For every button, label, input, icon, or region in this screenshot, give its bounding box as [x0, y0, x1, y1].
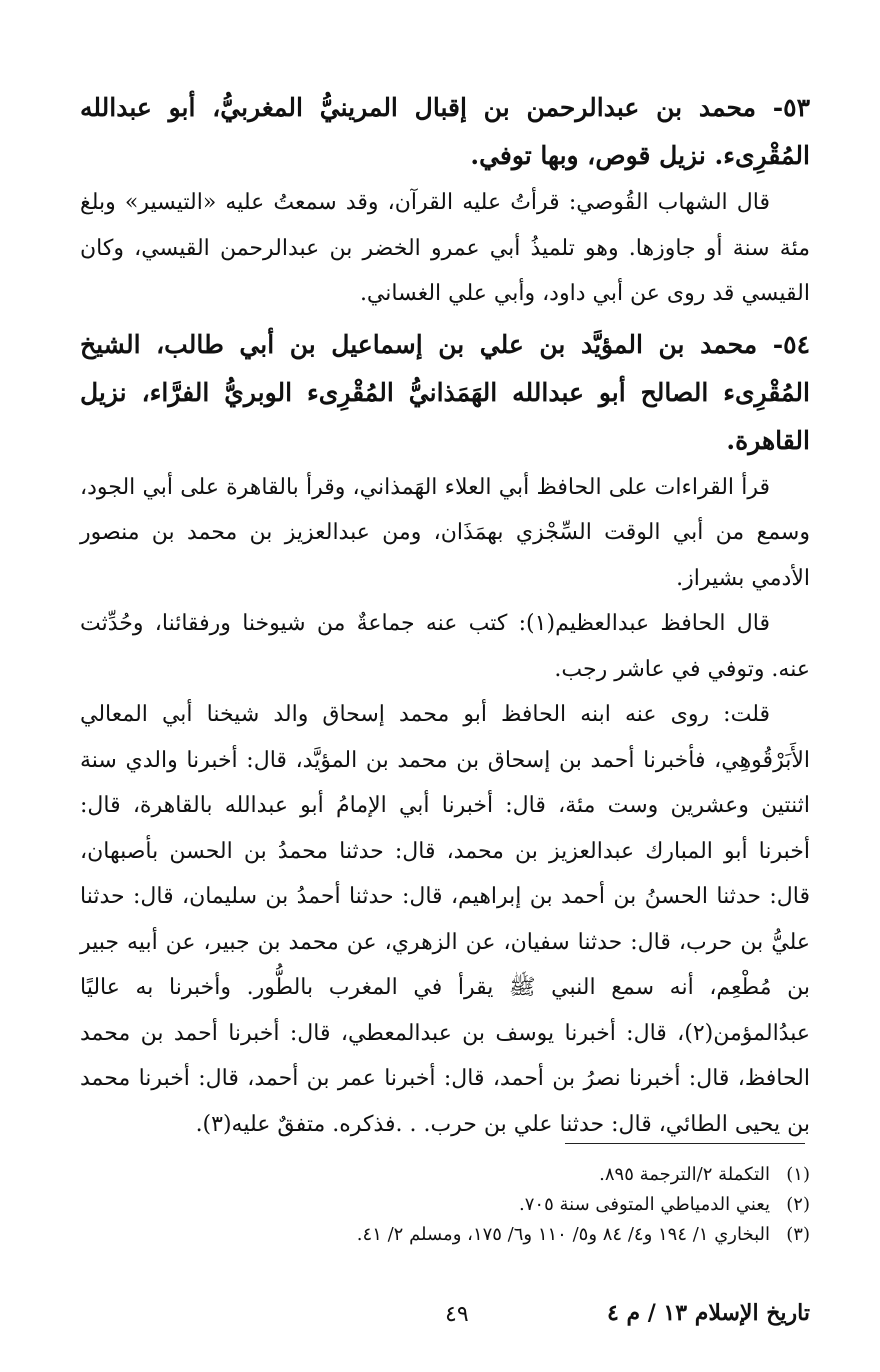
main-text	[80, 84, 810, 1147]
footnotes	[80, 1160, 810, 1250]
entry-53-paragraph: قال الشهاب القُوصي: قرأتُ عليه القرآن، وقد سمعتُ عليه «التيسير» وبلغ مئة سنة أو جاوزها. وهو تلميذُ أبي عمرو الخضر بن عبدالرحمن القيسي، وكان القيسي قد روى عن أبي داود، وأبي علي الغساني.	[80, 190, 810, 306]
footnote-text: يعني الدمياطي المتوفى سنة ٧٠٥.	[519, 1194, 770, 1215]
page-footer	[80, 1300, 810, 1340]
footnote-2	[80, 1190, 810, 1220]
book-reference: تاريخ الإسلام ١٣ / م ٤	[606, 1300, 810, 1326]
entry-heading-54: ٥٤- محمد بن المؤيَّد بن علي بن إسماعيل بن أبي طالب، الشيخ المُقْرِىء الصالح أبو عبدالله الهَمَذانيُّ المُقْرِىء الوبريُّ الفرَّاء، نزيل القاهرة.	[80, 329, 810, 455]
page-number: ٤٩	[445, 1302, 469, 1327]
footnote-number: (١)	[786, 1164, 810, 1185]
footnote-divider	[565, 1143, 805, 1144]
footnote-text: البخاري ١/ ١٩٤ و٤/ ٨٤ و٥/ ١١٠ و٦/ ١٧٥، ومسلم ٢/ ٤١.	[356, 1224, 770, 1245]
footnote-1	[80, 1160, 810, 1190]
entry-54-paragraph-2: قال الحافظ عبدالعظيم(١): كتب عنه جماعةٌ من شيوخنا ورفقائنا، وحُدِّثت عنه. وتوفي في عاشر رجب.	[80, 611, 810, 682]
entry-54-paragraph-3: قلت: روى عنه ابنه الحافظ أبو محمد إسحاق والد شيخنا أبي المعالي الأَبَرْقُوهِي، فأخبرنا أحمد بن إسحاق بن محمد بن المؤيَّد، قال: أخبرنا والدي سنة اثنتين وعشرين وست مئة، قال: أخبرنا أبي الإمامُ أبو عبدالله بالقاهرة، قال: أخبرنا أبو المبارك عبدالعزيز بن محمد، قال: حدثنا محمدُ بن الحسن بأصبهان، قال: حدثنا الحسنُ بن أحمد بن إبراهيم، قال: حدثنا أحمدُ بن سليمان، قال: حدثنا عليُّ بن حرب، قال: حدثنا سفيان، عن الزهري، عن محمد بن جبير، عن أبيه جبير بن مُطْعِم، أنه سمع النبي ﷺ يقرأ في المغرب بالطُّور. وأخبرنا به عاليًا عبدُالمؤمن(٢)، قال: أخبرنا يوسف بن عبدالمعطي، قال: أخبرنا أحمد بن محمد الحافظ، قال: أخبرنا نصرُ بن أحمد، قال: أخبرنا عمر بن أحمد، قال: أخبرنا محمد بن يحيى الطائي، قال: حدثنا علي بن حرب. . .فذكره. متفقٌ عليه(٣).	[80, 702, 810, 1137]
entry-54-paragraph-1: قرأ القراءات على الحافظ أبي العلاء الهَمذاني، وقرأ بالقاهرة على أبي الجود، وسمع من أبي الوقت السِّجْزي بهمَذَان، ومن عبدالعزيز بن محمد بن منصور الأدمي بشيراز.	[80, 474, 810, 591]
footnote-number: (٣)	[786, 1224, 810, 1245]
footnote-3	[80, 1220, 810, 1250]
footnote-number: (٢)	[786, 1194, 810, 1215]
footnote-text: التكملة ٢/الترجمة ٨٩٥.	[599, 1164, 770, 1185]
entry-heading-53: ٥٣- محمد بن عبدالرحمن بن إقبال المرينيُّ المغربيُّ، أبو عبدالله المُقْرِىء. نزيل قوص، وبها توفي.	[80, 93, 810, 170]
